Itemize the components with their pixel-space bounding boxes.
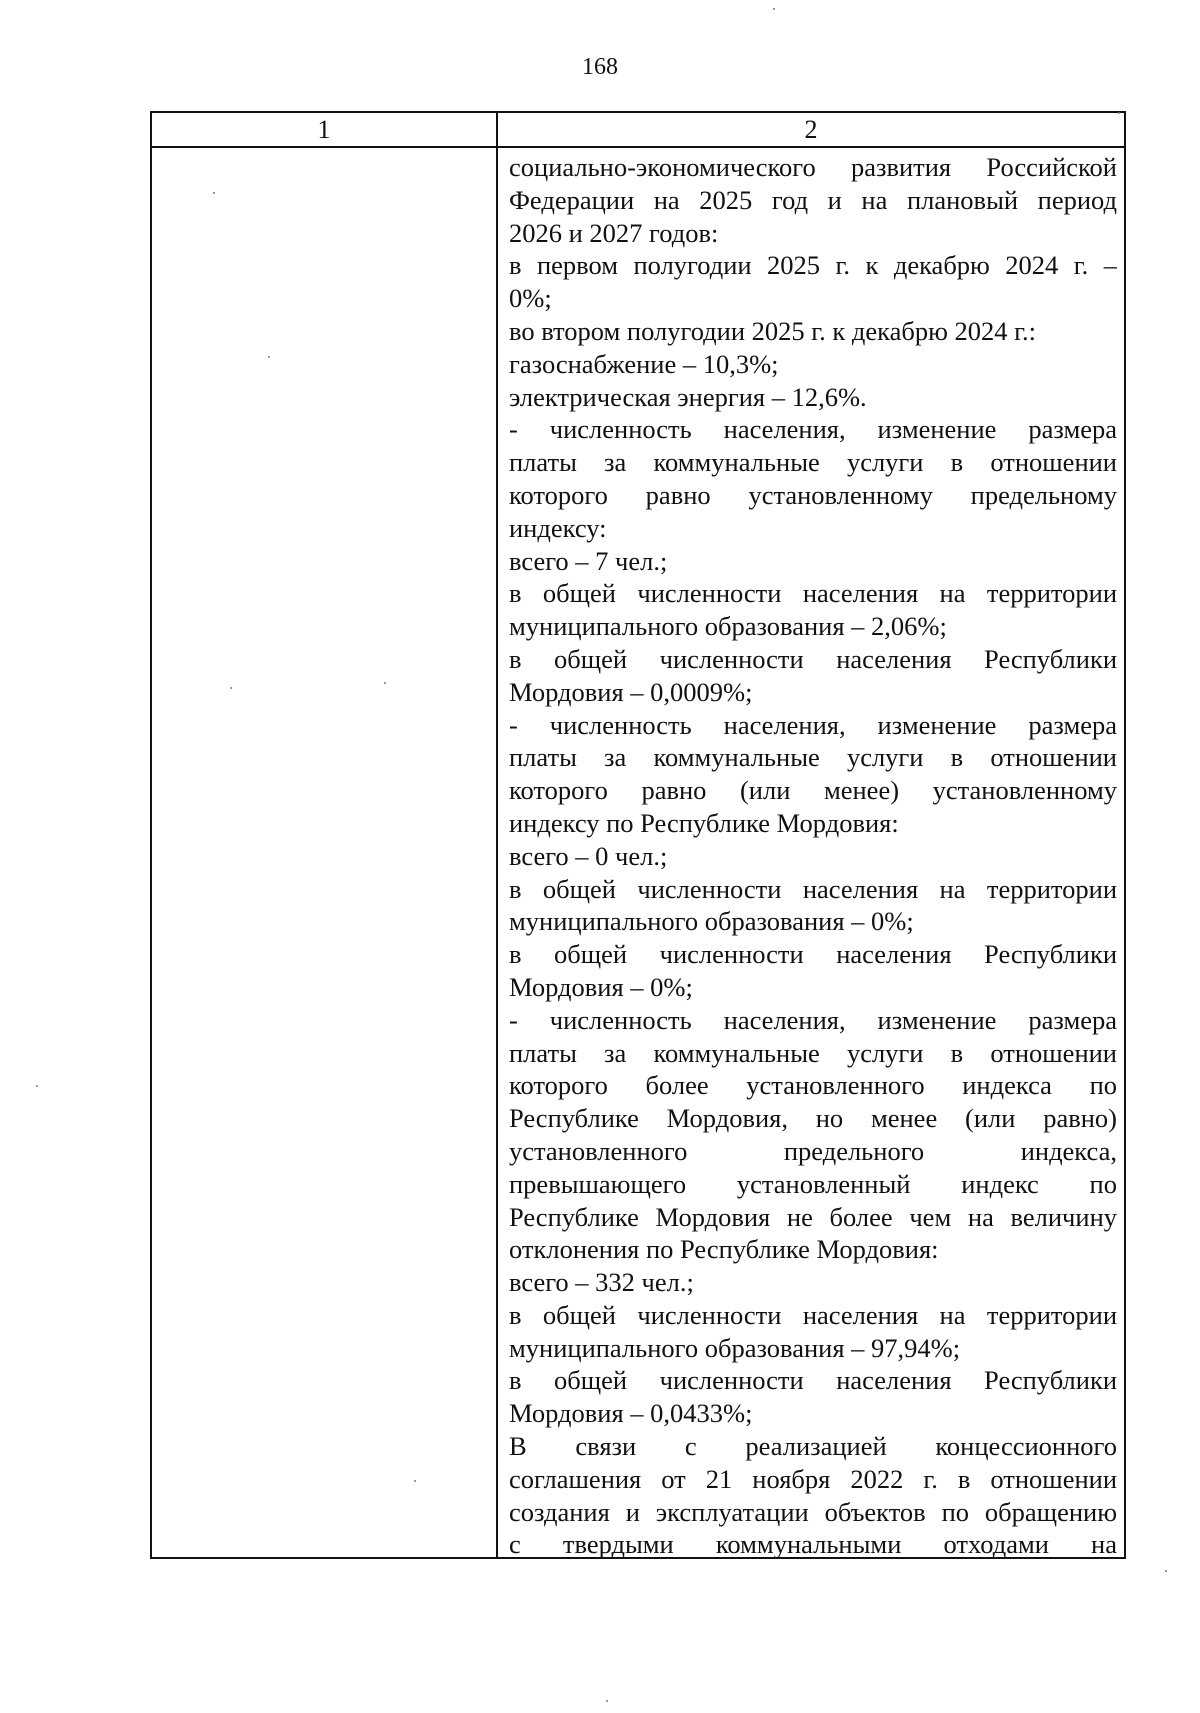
scan-speck [268,356,270,358]
text-line: электрическая энергия – 12,6%. [509,381,867,412]
text-line: Федерации на 2025 год и на плановый период [509,184,1117,215]
scan-speck [414,1480,416,1482]
text-line: установленного предельного индекса, [509,1135,1117,1166]
text-line: Мордовия – 0,0009%; [509,676,753,707]
scan-speck [36,1085,38,1087]
column-divider [496,113,498,1557]
page-number: 168 [582,54,618,80]
text-line: Мордовия – 0,0433%; [509,1398,753,1429]
text-line: в общей численности населения Республики [509,1365,1117,1396]
text-line: создания и эксплуатации объектов по обращению [509,1496,1117,1527]
text-line: в общей численности населения на территории [509,873,1117,904]
text-line: в общей численности населения Республики [509,939,1117,970]
scan-speck [230,687,232,689]
text-line: во втором полугодии 2025 г. к декабрю 2024 г.: [509,315,1037,346]
document-table [150,111,1126,1559]
text-line: 2026 и 2027 годов: [509,217,719,248]
text-line: в первом полугодии 2025 г. к декабрю 2024 г. – [509,250,1117,281]
scan-speck [384,682,386,684]
text-line: В связи с реализацией концессионного [509,1431,1117,1462]
scan-speck [606,1700,608,1702]
text-line: всего – 332 чел.; [509,1267,694,1298]
text-line: - численность населения, изменение размера [509,1004,1117,1035]
text-line: платы за коммунальные услуги в отношении [509,1037,1117,1068]
text-line: всего – 7 чел.; [509,545,668,576]
text-line: которого более установленного индекса по [509,1070,1117,1101]
text-line: всего – 0 чел.; [509,840,668,871]
text-line: в общей численности населения на территории [509,1299,1117,1330]
text-line: Республике Мордовия, но менее (или равно) [509,1103,1117,1134]
column-2-text [509,151,1117,1561]
text-line: платы за коммунальные услуги в отношении [509,447,1117,478]
text-line: индексу по Республике Мордовия: [509,807,899,838]
text-line: Мордовия – 0%; [509,971,693,1002]
text-line: - численность населения, изменение размера [509,414,1117,445]
text-line: с твердыми коммунальными отходами на [509,1529,1117,1560]
text-line: платы за коммунальные услуги в отношении [509,742,1117,773]
column-header-2: 2 [804,115,818,144]
text-line: муниципального образования – 97,94%; [509,1332,961,1363]
text-line: - численность населения, изменение размера [509,709,1117,740]
text-line: социально-экономического развития Российской [509,152,1117,182]
scan-speck [1118,112,1120,114]
scan-speck [773,8,775,10]
text-line: муниципального образования – 2,06%; [509,611,947,642]
text-line: в общей численности населения Республики [509,643,1117,674]
text-line: муниципального образования – 0%; [509,906,914,937]
scan-speck [213,192,215,194]
text-line: отклонения по Республике Мордовия: [509,1234,939,1265]
column-header-1: 1 [317,115,331,144]
text-line: которого равно установленному предельному [509,479,1117,510]
text-line: в общей численности населения на территории [509,578,1117,609]
text-line: превышающего установленный индекс по [509,1168,1117,1199]
scan-speck [1165,1570,1167,1572]
text-line: индексу: [509,512,607,543]
text-line: 0%; [509,283,552,314]
text-line: соглашения от 21 ноября 2022 г. в отношении [509,1463,1117,1494]
table-header-row [152,113,1124,148]
text-line: газоснабжение – 10,3%; [509,348,779,379]
text-line: Республике Мордовия не более чем на величину [509,1201,1117,1232]
text-line: которого равно (или менее) установленному [509,775,1117,806]
